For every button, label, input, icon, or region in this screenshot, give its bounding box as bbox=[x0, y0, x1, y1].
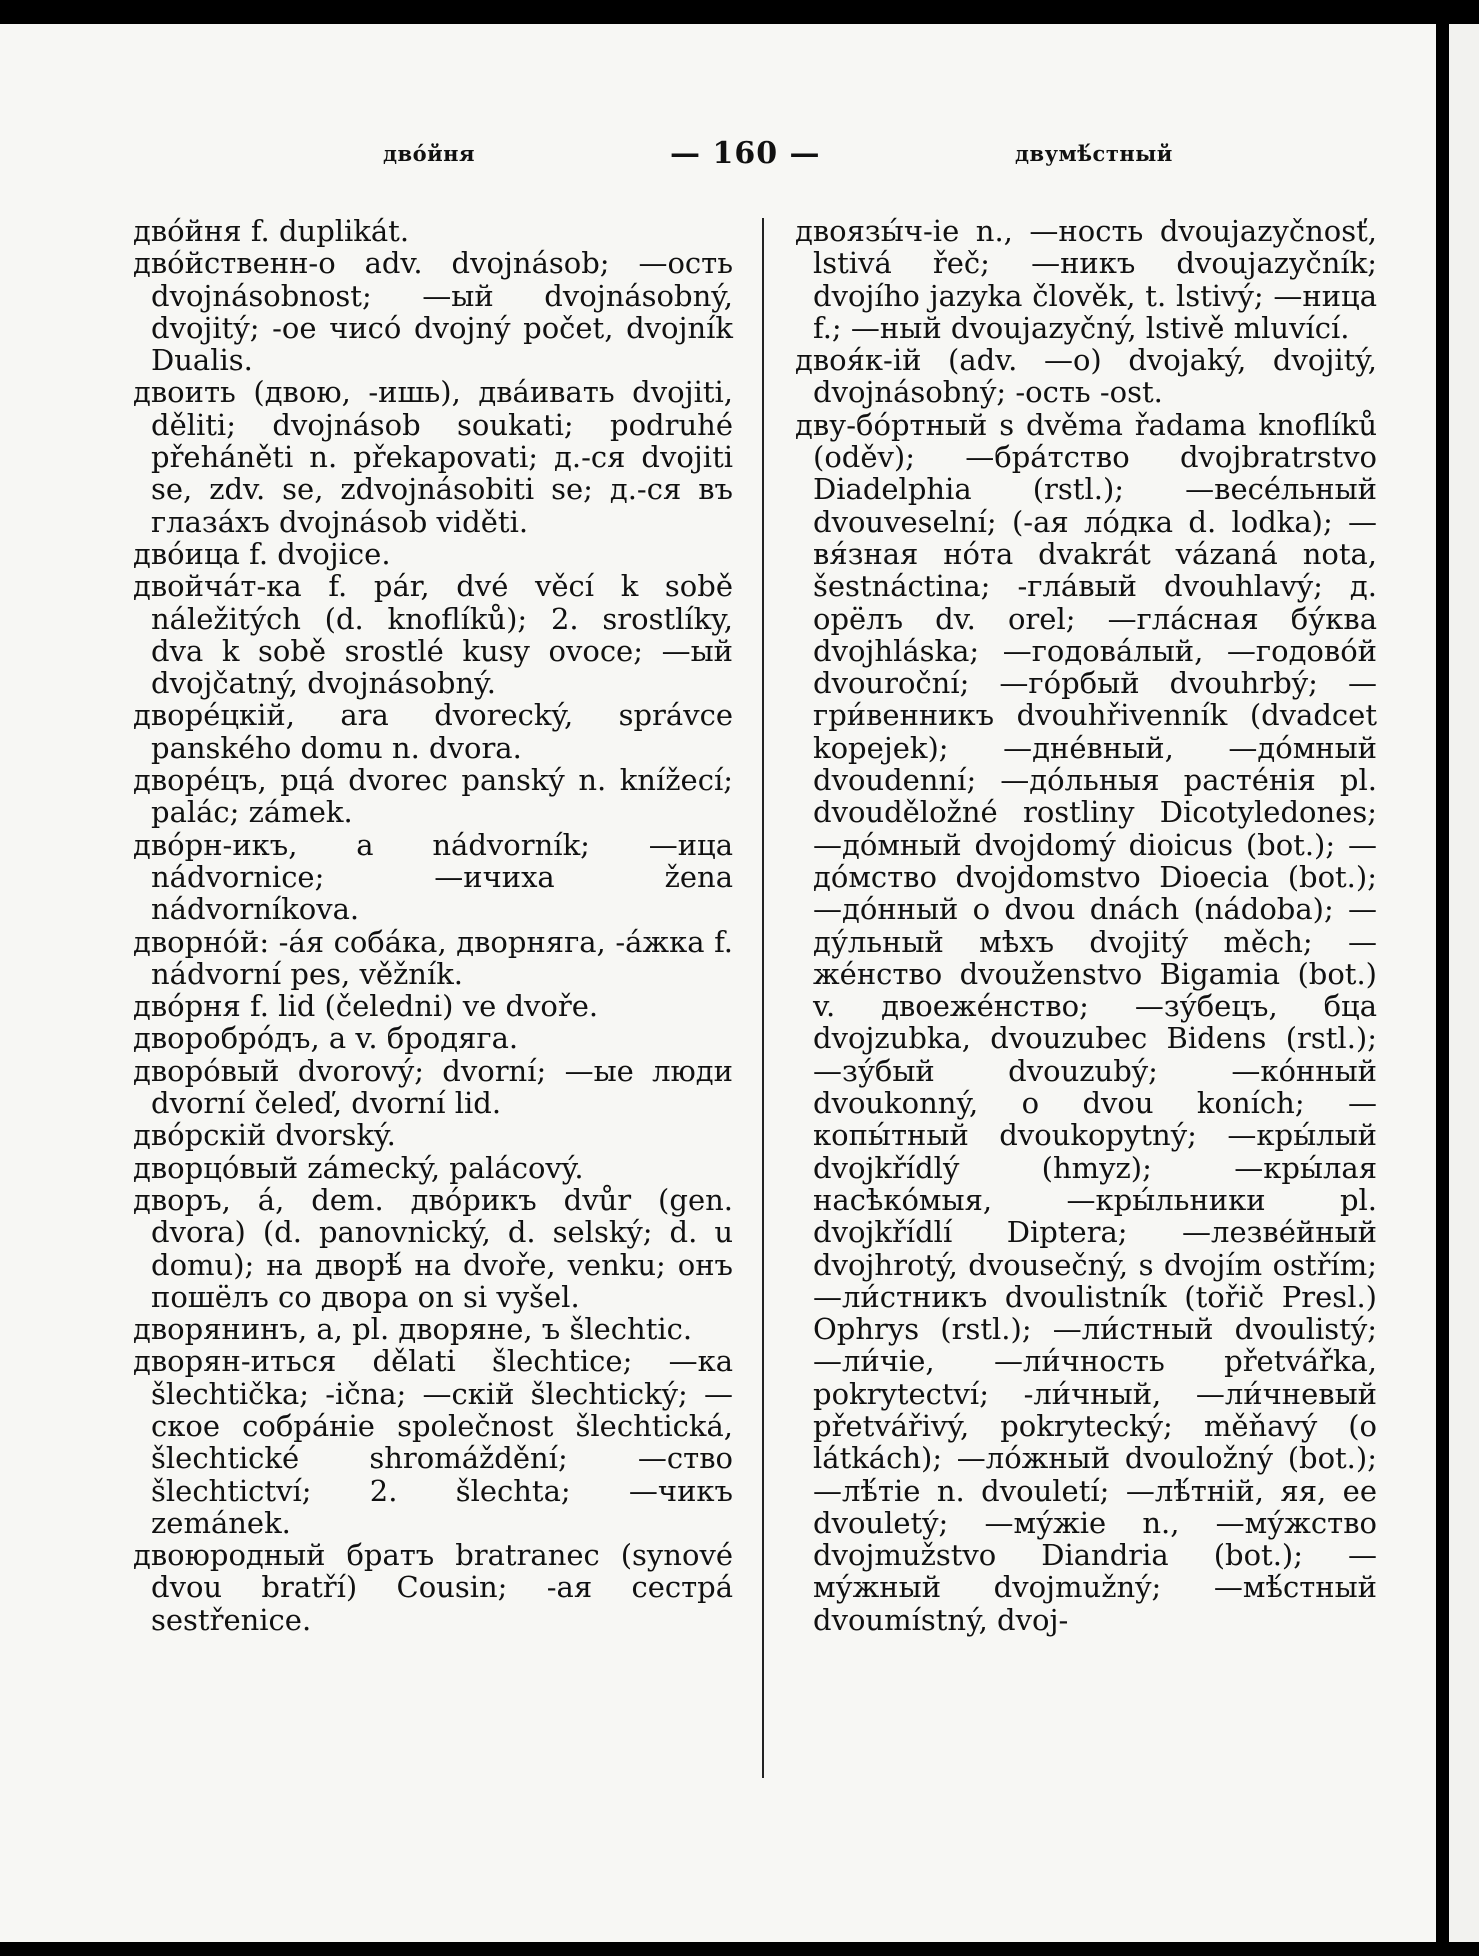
left-column bbox=[133, 215, 733, 1636]
column-divider bbox=[762, 218, 764, 1778]
dictionary-entry: дворнóй: -áя собáка, дворняга, -áжка f. nádvorní pes, věžník. bbox=[133, 924, 733, 991]
dictionary-entry: дворóвый dvorový; dvorní; —ые люди dvorní čeleď, dvorní lid. bbox=[133, 1053, 733, 1121]
dictionary-entry: дворéцкій, ara dvorecký, správce panského domu n. dvora. bbox=[133, 698, 733, 765]
dictionary-entry: двоя́к-ій (adv. —о) dvojaký, dvojitý, dvojnásobný; -ость -ost. bbox=[795, 343, 1377, 410]
dictionary-entry: дворцóвый zámecký, palácový. bbox=[133, 1150, 584, 1185]
dictionary-entry: двóрня f. lid (čeledni) ve dvoře. bbox=[133, 989, 599, 1024]
adjacent-page-edge bbox=[1449, 24, 1479, 1942]
dictionary-entry: двоюродный братъ bratranec (synové dvou bratří) Cousin; -ая сестрá sestřenice. bbox=[133, 1538, 733, 1637]
dictionary-entry: двоить (двою, -ишь), двáивать dvojiti, děliti; dvojnásob soukati; podruhé přeháněti n. překapovati; д.-ся dvojiti se, zdv. se, zdvojnásobiti se; д.-ся въ глазáхъ dvojnásob viděti. bbox=[133, 375, 733, 539]
dictionary-entry: двóрскій dvorský. bbox=[133, 1118, 396, 1153]
dictionary-entry: двойчáт-ка f. pár, dvé věcí k sobě náležitých (d. knoflíků); 2. srostlíky, dva k sobě srostlé kusy ovoce; —ый dvojčatný, dvojnásobný. bbox=[133, 569, 733, 701]
dictionary-entry: дворянинъ, a, pl. дворяне, ъ šlechtic. bbox=[133, 1312, 693, 1347]
dictionary-entry: дворобрóдъ, a v. бродяга. bbox=[133, 1021, 519, 1056]
running-head-right: двумѣ́стный bbox=[1015, 141, 1173, 166]
dictionary-entry: дворъ, á, dem. двóрикъ dvůr (gen. dvora) (d. panovnický, d. selský; d. u domu); на дворѣ́ на dvoře, venku; онъ пошёлъ со двора on si vyšel. bbox=[133, 1182, 733, 1314]
dictionary-entry: двóйня f. duplikát. bbox=[133, 214, 410, 248]
dictionary-entry: двóйственн-о adv. dvojnásob; —ость dvojnásobnost; —ый dvojnásobný, dvojitý; -ое чисó dvojný počet, dvojník Dualis. bbox=[133, 246, 733, 378]
right-column bbox=[795, 215, 1377, 1636]
page-number: — 160 — bbox=[670, 136, 821, 171]
dictionary-entry: дворéцъ, рцá dvorec panský n. knížecí; palác; zámek. bbox=[133, 763, 733, 830]
scan-border-top bbox=[0, 0, 1479, 24]
dictionary-entry: двоязы́ч-іе n., —ность dvoujazyčnosť, lstivá řeč; —никъ dvoujazyčník; dvojího jazyka člověk, t. lstivý; —ница f.; —ный dvoujazyčný, lstivě mluvící. bbox=[795, 214, 1377, 345]
dictionary-entry: дву-бóртный s dvěma řadama knoflíků (oděv); —брáтство dvojbratrstvo Diadelphia (rstl.); —весéльный dvouveselní; (-ая лóдка d. lodka); —вя́зная нóта dvakrát vázaná nota, šestnáctina; -глáвый dvouhlavý; д. орёлъ dv. orel; —глáсная бу́ква dvojhláska; —годовáлый, —годовóй dvouroční; —гóрбый dvouhrbý; —гри́венникъ dvouhřivenník (dvadcet kopejek); —днéвный, —дóмный dvoudenní; —дóльныя растéнія pl. dvouděložné rostliny Dicotyledones; —дóмный dvojdomý dioicus (bot.); —дóмство dvojdomstvo Dioecia (bot.); —дóнный o dvou dnách (nádoba); —ду́льный мѣхъ dvojitý měch; —жéнство dvouženstvo Bigamia (bot.) v. двоежéнство; —зу́бецъ, бца dvojzubka, dvouzubec Bidens (rstl.); —зу́бый dvouzubý; —кóнный dvoukonný, o dvou koních; —копы́тный dvoukopytný; —кры́лый dvojkřídlý (hmyz); —кры́лая насѣкóмыя, —кры́льники pl. dvojkřídlí Diptera; —лезвéйный dvojhrotý, dvousečný, s dvojím ostřím; —ли́стникъ dvoulistník (tořič Presl.) Ophrys (rstl.); —ли́стный dvoulistý; —ли́чіе, —ли́чность přetvářka, pokrytectví; -ли́чный, —ли́чневый přetvářivý, pokrytecký; měňavý (o látkách); —лóжный dvouložný (bot.); —лѣ́тіе n. dvouletí; —лѣ́тній, яя, ее dvouletý; —му́жіе n., —му́жство dvojmužstvo Diandria (bot.); —му́жный dvojmužný; —мѣ́стный dvoumístný, dvoj- bbox=[795, 407, 1377, 1637]
dictionary-entry: двóрн-икъ, a nádvorník; —ица nádvornice; —ичиха žena nádvorníkova. bbox=[133, 827, 733, 927]
running-head-left: двóйня bbox=[383, 141, 476, 166]
dictionary-entry: дворян-иться dělati šlechtice; —ка šlechtička; -ična; —скій šlechtický; —ское собрáніе společnost šlechtická, šlechtické shromáždění; —ство šlechtictví; 2. šlechta; —чикъ zemánek. bbox=[133, 1344, 733, 1540]
dictionary-entry: двóица f. dvojice. bbox=[133, 536, 391, 571]
